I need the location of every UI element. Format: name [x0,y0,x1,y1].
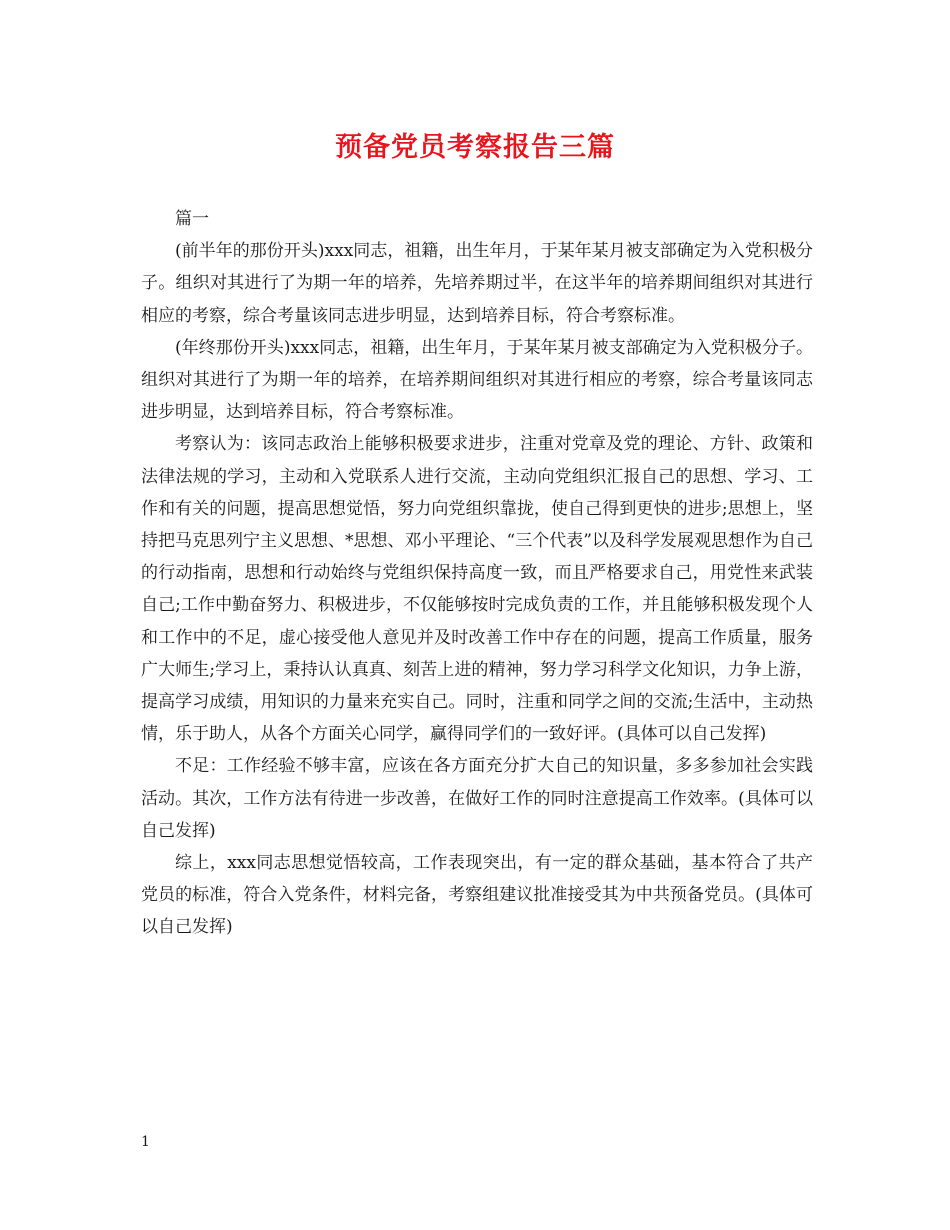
document-body [141,203,813,944]
page-number: 1 [141,1134,150,1150]
section-heading: 篇一 [175,209,209,229]
paragraph-shortcomings: 不足：工作经验不够丰富，应该在各方面充分扩大自己的知识量，多多参加社会实践活动。其次，工作方法有待进一步改善，在做好工作的同时注意提高工作效率。(具体可以自己发挥) [141,756,813,841]
paragraph-first-half-opening: (前半年的那份开头)xxx同志，祖籍，出生年月，于某年某月被支部确定为入党积极分子。组织对其进行了为期一年的培养，先培养期过半，在这半年的培养期间组织对其进行相应的考察，综合考量该同志进步明显，达到培养目标，符合考察标准。 [141,241,813,326]
paragraph-assessment: 考察认为：该同志政治上能够积极要求进步，注重对党章及党的理论、方针、政策和法律法规的学习，主动和入党联系人进行交流，主动向党组织汇报自己的思想、学习、工作和有关的问题，提高思想觉悟，努力向党组织靠拢，使自己得到更快的进步;思想上，坚持把马克思列宁主义思想、*思想、邓小平理论、“三个代表”以及科学发展观思想作为自己的行动指南，思想和行动始终与党组织保持高度一致，而且严格要求自己，用党性来武装自己;工作中勤奋努力、积极进步，不仅能够按时完成负责的工作，并且能够积极发现个人和工作中的不足，虚心接受他人意见并及时改善工作中存在的问题，提高工作质量，服务广大师生;学习上，秉持认认真真、刻苦上进的精神，努力学习科学文化知识，力争上游，提高学习成绩，用知识的力量来充实自己。同时，注重和同学之间的交流;生活中，主动热情，乐于助人，从各个方面关心同学，赢得同学们的一致好评。(具体可以自己发挥) [141,434,813,745]
paragraph-conclusion: 综上，xxx同志思想觉悟较高，工作表现突出，有一定的群众基础，基本符合了共产党员的标准，符合入党条件，材料完备，考察组建议批准接受其为中共预备党员。(具体可以自己发挥) [141,853,813,938]
document-title: 预备党员考察报告三篇 [335,132,615,163]
paragraph-year-end-opening: (年终那份开头)xxx同志，祖籍，出生年月，于某年某月被支部确定为入党积极分子。组织对其进行了为期一年的培养，在培养期间组织对其进行相应的考察，综合考量该同志进步明显，达到培养目标，符合考察标准。 [141,337,813,423]
